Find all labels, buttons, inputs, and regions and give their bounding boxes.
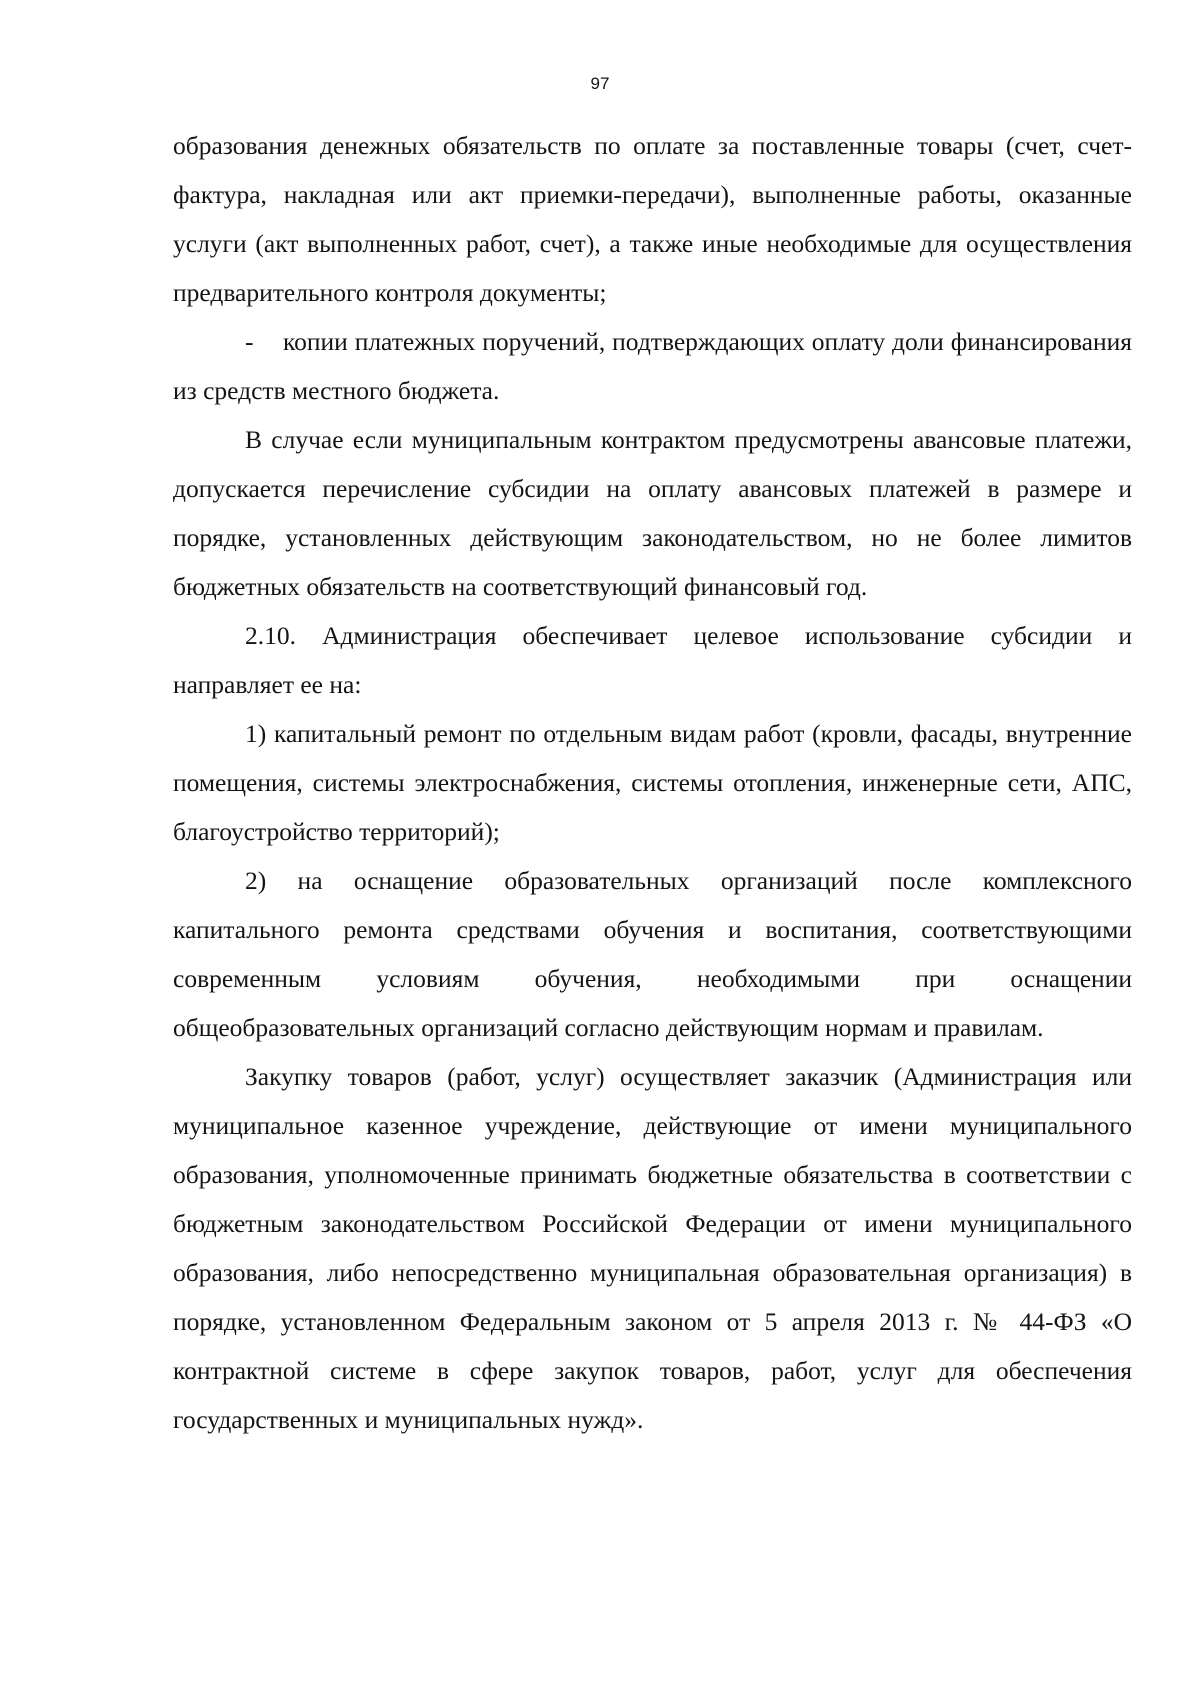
list-marker: - [245,327,254,356]
list-item-payment-orders [173,317,1132,415]
paragraph-procurement: Закупку товаров (работ, услуг) осуществляет заказчик (Администрация или муниципальное казенное учреждение, действующие от имени муниципального образования, уполномоченные принимать бюджетные обязательства в соответствии с бюджетным законодательством Российской Федерации от имени муниципального образования, либо непосредственно муниципальная образовательная организация) в порядке, установленном Федеральным законом от 5 апреля 2013 г. № 44-ФЗ «О контрактной системе в сфере закупок товаров, работ, услуг для обеспечения государственных и муниципальных нужд». [173,1062,1132,1434]
paragraph-advance-payments: В случае если муниципальным контрактом предусмотрены авансовые платежи, допускается перечисление субсидии на оплату авансовых платежей в размере и порядке, установленных действующим законодательством, но не более лимитов бюджетных обязательств на соответствующий финансовый год. [173,425,1132,601]
paragraph-section-2-10: 2.10. Администрация обеспечивает целевое использование субсидии и направляет ее на: [173,621,1132,699]
page-number: 97 [590,74,610,93]
list-item-capital-repair: 1) капитальный ремонт по отдельным видам работ (кровли, фасады, внутренние помещения, системы электроснабжения, системы отопления, инженерные сети, АПС, благоустройство территорий); [173,719,1132,846]
document-body [173,121,1132,1444]
paragraph-continuation: образования денежных обязательств по оплате за поставленные товары (счет, счет-фактура, накладная или акт приемки-передачи), выполненные работы, оказанные услуги (акт выполненных работ, счет), а также иные необходимые для осуществления предварительного контроля документы; [173,131,1132,307]
list-item-equipment: 2) на оснащение образовательных организаций после комплексного капитального ремонта средствами обучения и воспитания, соответствующими современным условиям обучения, необходимыми при оснащении общеобразовательных организаций согласно действующим нормам и правилам. [173,866,1132,1042]
list-item-text: копии платежных поручений, подтверждающих оплату доли финансирования из средств местного бюджета. [173,327,1132,405]
